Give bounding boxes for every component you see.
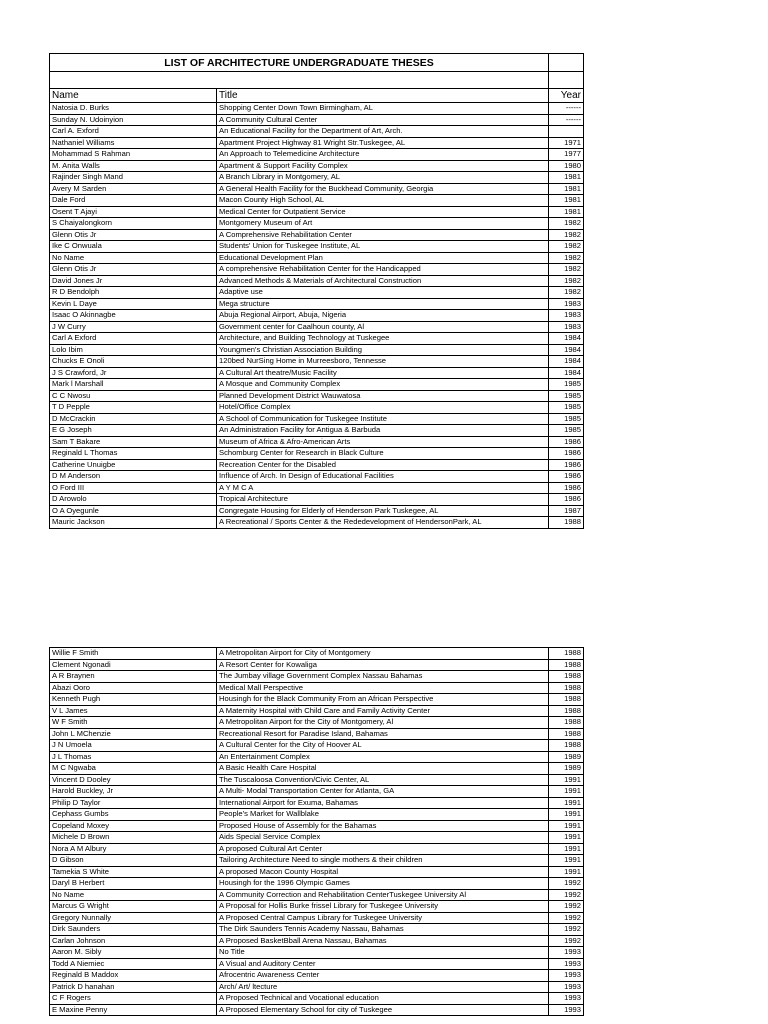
year-cell: 1991 [549,843,584,855]
thesis-title-cell: Influence of Arch. In Design of Educational Facilities [217,471,549,483]
thesis-title-cell: Planned Development District Wauwatosa [217,390,549,402]
document-title: LIST OF ARCHITECTURE UNDERGRADUATE THESES [50,54,549,72]
table-row [50,229,584,241]
author-cell: Chucks E Onoli [50,356,217,368]
thesis-title-cell: The Tuscaloosa Convention/Civic Center, AL [217,774,549,786]
author-cell: Rajinder Singh Mand [50,172,217,184]
year-cell: 1982 [549,252,584,264]
year-cell: 1993 [549,947,584,959]
thesis-title-cell: A School of Communication for Tuskegee Institute [217,413,549,425]
table-row [50,218,584,230]
table-row [50,889,584,901]
thesis-title-cell: A Proposed Elementary School for city of Tuskegee [217,1004,549,1016]
year-cell: 1971 [549,137,584,149]
thesis-title-cell: A Proposal for Hollis Burke frissel Library for Tuskegee University [217,901,549,913]
year-cell: 1983 [549,310,584,322]
year-cell: 1986 [549,471,584,483]
thesis-title-cell: The Jumbay village Government Complex Nassau Bahamas [217,671,549,683]
table-row [50,114,584,126]
table-row [50,356,584,368]
thesis-title-cell: Architecture, and Building Technology at Tuskegee [217,333,549,345]
author-cell: Nathaniel Williams [50,137,217,149]
thesis-title-cell: A Branch Library in Montgomery, AL [217,172,549,184]
thesis-title-cell: No Title [217,947,549,959]
table-row [50,390,584,402]
thesis-title-cell: A Community Cultural Center [217,114,549,126]
year-cell: 1980 [549,160,584,172]
thesis-title-cell: An Approach to Telemedicine Architecture [217,149,549,161]
year-cell: ------ [549,103,584,115]
year-cell: 1982 [549,287,584,299]
author-cell: Ike C Onwuala [50,241,217,253]
table-row [50,344,584,356]
author-cell: Gregory Nunnally [50,912,217,924]
author-cell: Michele D Brown [50,832,217,844]
table-row [50,924,584,936]
thesis-title-cell: Apartment Project Highway 81 Wright Str.Tuskegee, AL [217,137,549,149]
author-cell: D McCrackin [50,413,217,425]
year-cell: 1986 [549,482,584,494]
table-row [50,310,584,322]
blank-row [50,72,584,89]
author-cell: Carl A. Exford [50,126,217,138]
thesis-title-cell: A comprehensive Rehabilitation Center for the Handicapped [217,264,549,276]
year-cell: 1988 [549,682,584,694]
table-row [50,413,584,425]
table-row [50,786,584,798]
year-cell: 1993 [549,981,584,993]
year-cell: 1985 [549,402,584,414]
year-cell [549,126,584,138]
table-row [50,425,584,437]
title-row [50,54,584,72]
thesis-title-cell: 120bed NurSing Home in Murreesboro, Tennesse [217,356,549,368]
table-row [50,482,584,494]
year-cell: 1986 [549,436,584,448]
year-cell: 1991 [549,866,584,878]
thesis-title-cell: Arch/ Art/ ltecture [217,981,549,993]
year-cell: 1991 [549,832,584,844]
thesis-title-cell: The Dirk Saunders Tennis Academy Nassau, Bahamas [217,924,549,936]
thesis-title-cell: International Airport for Exuma, Bahamas [217,797,549,809]
author-cell: S Chaiyalongkorn [50,218,217,230]
thesis-title-cell: Tailoring Architecture Need to single mothers & their children [217,855,549,867]
table-row [50,137,584,149]
author-cell: Reginald B Maddox [50,970,217,982]
table-row [50,843,584,855]
author-cell: Lolo Ibim [50,344,217,356]
thesis-title-cell: A Cultural Art theatre/Music Facility [217,367,549,379]
thesis-title-cell: A Multi- Modal Transportation Center for Atlanta, GA [217,786,549,798]
author-cell: Marcus G Wright [50,901,217,913]
author-cell: Copeland Moxey [50,820,217,832]
year-cell: 1993 [549,1004,584,1016]
thesis-title-cell: Recreation Center for the Disabled [217,459,549,471]
author-cell: Mauric Jackson [50,517,217,529]
year-cell: 1985 [549,425,584,437]
table-row [50,751,584,763]
author-cell: V L James [50,705,217,717]
author-cell: J S Crawford, Jr [50,367,217,379]
author-cell: A R Braynen [50,671,217,683]
year-cell: 1981 [549,206,584,218]
table-row [50,505,584,517]
thesis-title-cell: Educational Development Plan [217,252,549,264]
author-cell: E Maxine Penny [50,1004,217,1016]
year-cell: 1993 [549,970,584,982]
year-cell: 1985 [549,390,584,402]
author-cell: O Ford III [50,482,217,494]
thesis-title-cell: A Mosque and Community Complex [217,379,549,391]
author-cell: C F Rogers [50,993,217,1005]
thesis-title-cell: A Basic Health Care Hospital [217,763,549,775]
author-cell: Nora A M Albury [50,843,217,855]
thesis-title-cell: A Resort Center for Kowaliga [217,659,549,671]
author-cell: Kevin L Daye [50,298,217,310]
thesis-title-cell: A proposed Cultural Art Center [217,843,549,855]
year-cell: 1985 [549,379,584,391]
year-cell: 1988 [549,728,584,740]
author-cell: T D Pepple [50,402,217,414]
table-row [50,809,584,821]
table-row [50,195,584,207]
table-row [50,820,584,832]
author-cell: Todd A Niemiec [50,958,217,970]
year-cell: 1982 [549,229,584,241]
table-row [50,264,584,276]
year-cell: 1988 [549,671,584,683]
year-cell: 1981 [549,195,584,207]
thesis-title-cell: A proposed Macon County Hospital [217,866,549,878]
author-cell: Sam T Bakare [50,436,217,448]
year-cell: 1988 [549,648,584,660]
table-row [50,448,584,460]
table-row [50,367,584,379]
table-row [50,183,584,195]
author-cell: David Jones Jr [50,275,217,287]
table-row [50,958,584,970]
table-row [50,832,584,844]
table-row [50,901,584,913]
thesis-title-cell: Students' Union for Tuskegee Institute, AL [217,241,549,253]
table-row [50,659,584,671]
author-cell: J W Curry [50,321,217,333]
table-row [50,774,584,786]
thesis-title-cell: Youngmen's Christian Association Building [217,344,549,356]
author-cell: O A Oyegunle [50,505,217,517]
table-row [50,126,584,138]
year-cell: 1986 [549,494,584,506]
author-cell: Aaron M. Sibly [50,947,217,959]
thesis-title-cell: A Cultural Center for the City of Hoover AL [217,740,549,752]
year-cell: 1977 [549,149,584,161]
author-cell: Dirk Saunders [50,924,217,936]
author-cell: Mohammad S Rahman [50,149,217,161]
table-row [50,402,584,414]
thesis-title-cell: People's Market for Wallblake [217,809,549,821]
year-cell: 1993 [549,993,584,1005]
table-row [50,379,584,391]
author-cell: J N Umoela [50,740,217,752]
year-cell: 1988 [549,717,584,729]
table-row [50,321,584,333]
year-cell: 1988 [549,659,584,671]
year-cell: 1982 [549,218,584,230]
year-cell: 1992 [549,901,584,913]
thesis-title-cell: An Administration Facility for Antigua & Barbuda [217,425,549,437]
thesis-title-cell: A Y M C A [217,482,549,494]
year-cell: 1986 [549,448,584,460]
author-cell: W F Smith [50,717,217,729]
author-cell: No Name [50,889,217,901]
author-cell: Mark l Marshall [50,379,217,391]
thesis-title-cell: Congregate Housing for Elderly of Henderson Park Tuskegee, AL [217,505,549,517]
thesis-title-cell: Schomburg Center for Research in Black Culture [217,448,549,460]
year-cell: 1987 [549,505,584,517]
table-row [50,275,584,287]
table-row [50,241,584,253]
year-cell: 1981 [549,172,584,184]
table-row [50,648,584,660]
year-cell: 1991 [549,855,584,867]
table-row [50,970,584,982]
table-row [50,149,584,161]
table-row [50,797,584,809]
header-year: Year [549,89,584,103]
year-cell: 1988 [549,517,584,529]
thesis-title-cell: Adaptive use [217,287,549,299]
table-row [50,252,584,264]
thesis-title-cell: A Maternity Hospital with Child Care and Family Activity Center [217,705,549,717]
thesis-title-cell: A Community Correction and Rehabilitation CenterTuskegee University Al [217,889,549,901]
author-cell: Philip D Taylor [50,797,217,809]
author-cell: Dale Ford [50,195,217,207]
table-row [50,694,584,706]
author-cell: Kenneth Pugh [50,694,217,706]
thesis-title-cell: A Proposed Central Campus Library for Tuskegee University [217,912,549,924]
year-cell: 1989 [549,763,584,775]
table-row [50,160,584,172]
year-cell: 1991 [549,809,584,821]
author-cell: Avery M Sarden [50,183,217,195]
table-row [50,298,584,310]
thesis-title-cell: Government center for Caalhoun county, Al [217,321,549,333]
table-row [50,1004,584,1016]
table-row [50,763,584,775]
year-cell: 1983 [549,298,584,310]
table-row [50,287,584,299]
thesis-title-cell: An Entertainment Complex [217,751,549,763]
author-cell: Isaac O Akinnagbe [50,310,217,322]
author-cell: R D Bendolph [50,287,217,299]
year-cell: 1988 [549,694,584,706]
author-cell: Cephass Gumbs [50,809,217,821]
thesis-title-cell: A Recreational / Sports Center & the Rededevelopment of HendersonPark, AL [217,517,549,529]
author-cell: D Gibson [50,855,217,867]
author-cell: Vincent D Dooley [50,774,217,786]
thesis-title-cell: An Educational Facility for the Department of Art, Arch. [217,126,549,138]
table-row [50,459,584,471]
table-row [50,740,584,752]
author-cell: Sunday N. Udoinyion [50,114,217,126]
thesis-title-cell: Medical Center for Outpatient Service [217,206,549,218]
thesis-title-cell: Mega structure [217,298,549,310]
table-row [50,866,584,878]
thesis-title-cell: A Metropolitan Airport for the City of Montgomery, Al [217,717,549,729]
header-row [50,89,584,103]
year-cell: 1984 [549,344,584,356]
author-cell: Abazi Ooro [50,682,217,694]
thesis-title-cell: A Metropolitan Airport for City of Montgomery [217,648,549,660]
author-cell: D Arowolo [50,494,217,506]
author-cell: Carl A Exford [50,333,217,345]
author-cell: Osent T Ajayi [50,206,217,218]
table-row [50,436,584,448]
thesis-title-cell: Abuja Regional Airport, Abuja, Nigeria [217,310,549,322]
table-row [50,935,584,947]
thesis-title-cell: A Proposed Technical and Vocational education [217,993,549,1005]
year-cell: 1984 [549,356,584,368]
author-cell: Reginald L Thomas [50,448,217,460]
year-cell: 1992 [549,912,584,924]
header-name: Name [50,89,217,103]
year-cell: 1988 [549,705,584,717]
year-cell: 1991 [549,820,584,832]
thesis-title-cell: Medical Mall Perspective [217,682,549,694]
year-cell: 1984 [549,333,584,345]
year-cell: 1984 [549,367,584,379]
table-row [50,705,584,717]
author-cell: Daryl B Herbert [50,878,217,890]
thesis-title-cell: Proposed House of Assembly for the Bahamas [217,820,549,832]
table-row [50,855,584,867]
author-cell: Harold Buckley, Jr [50,786,217,798]
author-cell: C C Nwosu [50,390,217,402]
thesis-title-cell: A Comprehensive Rehabilitation Center [217,229,549,241]
theses-table-2 [49,647,584,1016]
author-cell: Glenn Otis Jr [50,229,217,241]
author-cell: No Name [50,252,217,264]
year-cell: 1989 [549,751,584,763]
year-cell: 1991 [549,797,584,809]
year-cell: 1992 [549,878,584,890]
thesis-title-cell: Tropical Architecture [217,494,549,506]
author-cell: Clement Ngonadi [50,659,217,671]
table-row [50,471,584,483]
author-cell: Patrick D hanahan [50,981,217,993]
table-row [50,333,584,345]
thesis-title-cell: Museum of Africa & Afro-American Arts [217,436,549,448]
theses-table-1 [49,53,584,529]
thesis-title-cell: Recreational Resort for Paradise Island, Bahamas [217,728,549,740]
author-cell: Glenn Otis Jr [50,264,217,276]
author-cell: Catherine Unuigbe [50,459,217,471]
author-cell: M C Ngwaba [50,763,217,775]
year-cell: 1992 [549,889,584,901]
thesis-title-cell: Hotel/Office Complex [217,402,549,414]
author-cell: John L MChenzie [50,728,217,740]
thesis-title-cell: Macon County High School, AL [217,195,549,207]
header-title: Title [217,89,549,103]
author-cell: M. Anita Walls [50,160,217,172]
author-cell: D M Anderson [50,471,217,483]
thesis-title-cell: Advanced Methods & Materials of Architectural Construction [217,275,549,287]
thesis-title-cell: A Visual and Auditory Center [217,958,549,970]
author-cell: Tamekia S White [50,866,217,878]
year-cell: 1983 [549,321,584,333]
table-row [50,981,584,993]
thesis-title-cell: Montgomery Museum of Art [217,218,549,230]
thesis-title-cell: Shopping Center Down Town Birmingham, AL [217,103,549,115]
author-cell: E G Joseph [50,425,217,437]
table-row [50,947,584,959]
year-cell: 1981 [549,183,584,195]
thesis-title-cell: Housingh for the Black Community From an African Perspective [217,694,549,706]
table-row [50,912,584,924]
table-row [50,494,584,506]
table-row [50,206,584,218]
table-row [50,172,584,184]
year-cell: ------ [549,114,584,126]
thesis-title-cell: A General Health Facility for the Buckhead Community, Georgia [217,183,549,195]
table-row [50,717,584,729]
year-cell: 1982 [549,275,584,287]
year-cell: 1993 [549,958,584,970]
thesis-title-cell: Afrocentric Awareness Center [217,970,549,982]
table-row [50,993,584,1005]
year-cell: 1991 [549,786,584,798]
thesis-title-cell: Aids Special Service Complex [217,832,549,844]
year-cell: 1992 [549,935,584,947]
author-cell: J L Thomas [50,751,217,763]
table-row [50,103,584,115]
author-cell: Willie F Smith [50,648,217,660]
thesis-title-cell: A Proposed BasketBball Arena Nassau, Bahamas [217,935,549,947]
table-row [50,728,584,740]
thesis-title-cell: Apartment & Support Facility Complex [217,160,549,172]
table-row [50,671,584,683]
table-row [50,517,584,529]
year-cell: 1988 [549,740,584,752]
author-cell: Carlan Johnson [50,935,217,947]
table-row [50,682,584,694]
year-cell: 1982 [549,264,584,276]
year-cell: 1985 [549,413,584,425]
author-cell: Natosia D. Burks [50,103,217,115]
year-cell: 1991 [549,774,584,786]
year-cell: 1992 [549,924,584,936]
thesis-title-cell: Housingh for the 1996 Olympic Games [217,878,549,890]
year-cell: 1986 [549,459,584,471]
year-cell: 1982 [549,241,584,253]
table-row [50,878,584,890]
